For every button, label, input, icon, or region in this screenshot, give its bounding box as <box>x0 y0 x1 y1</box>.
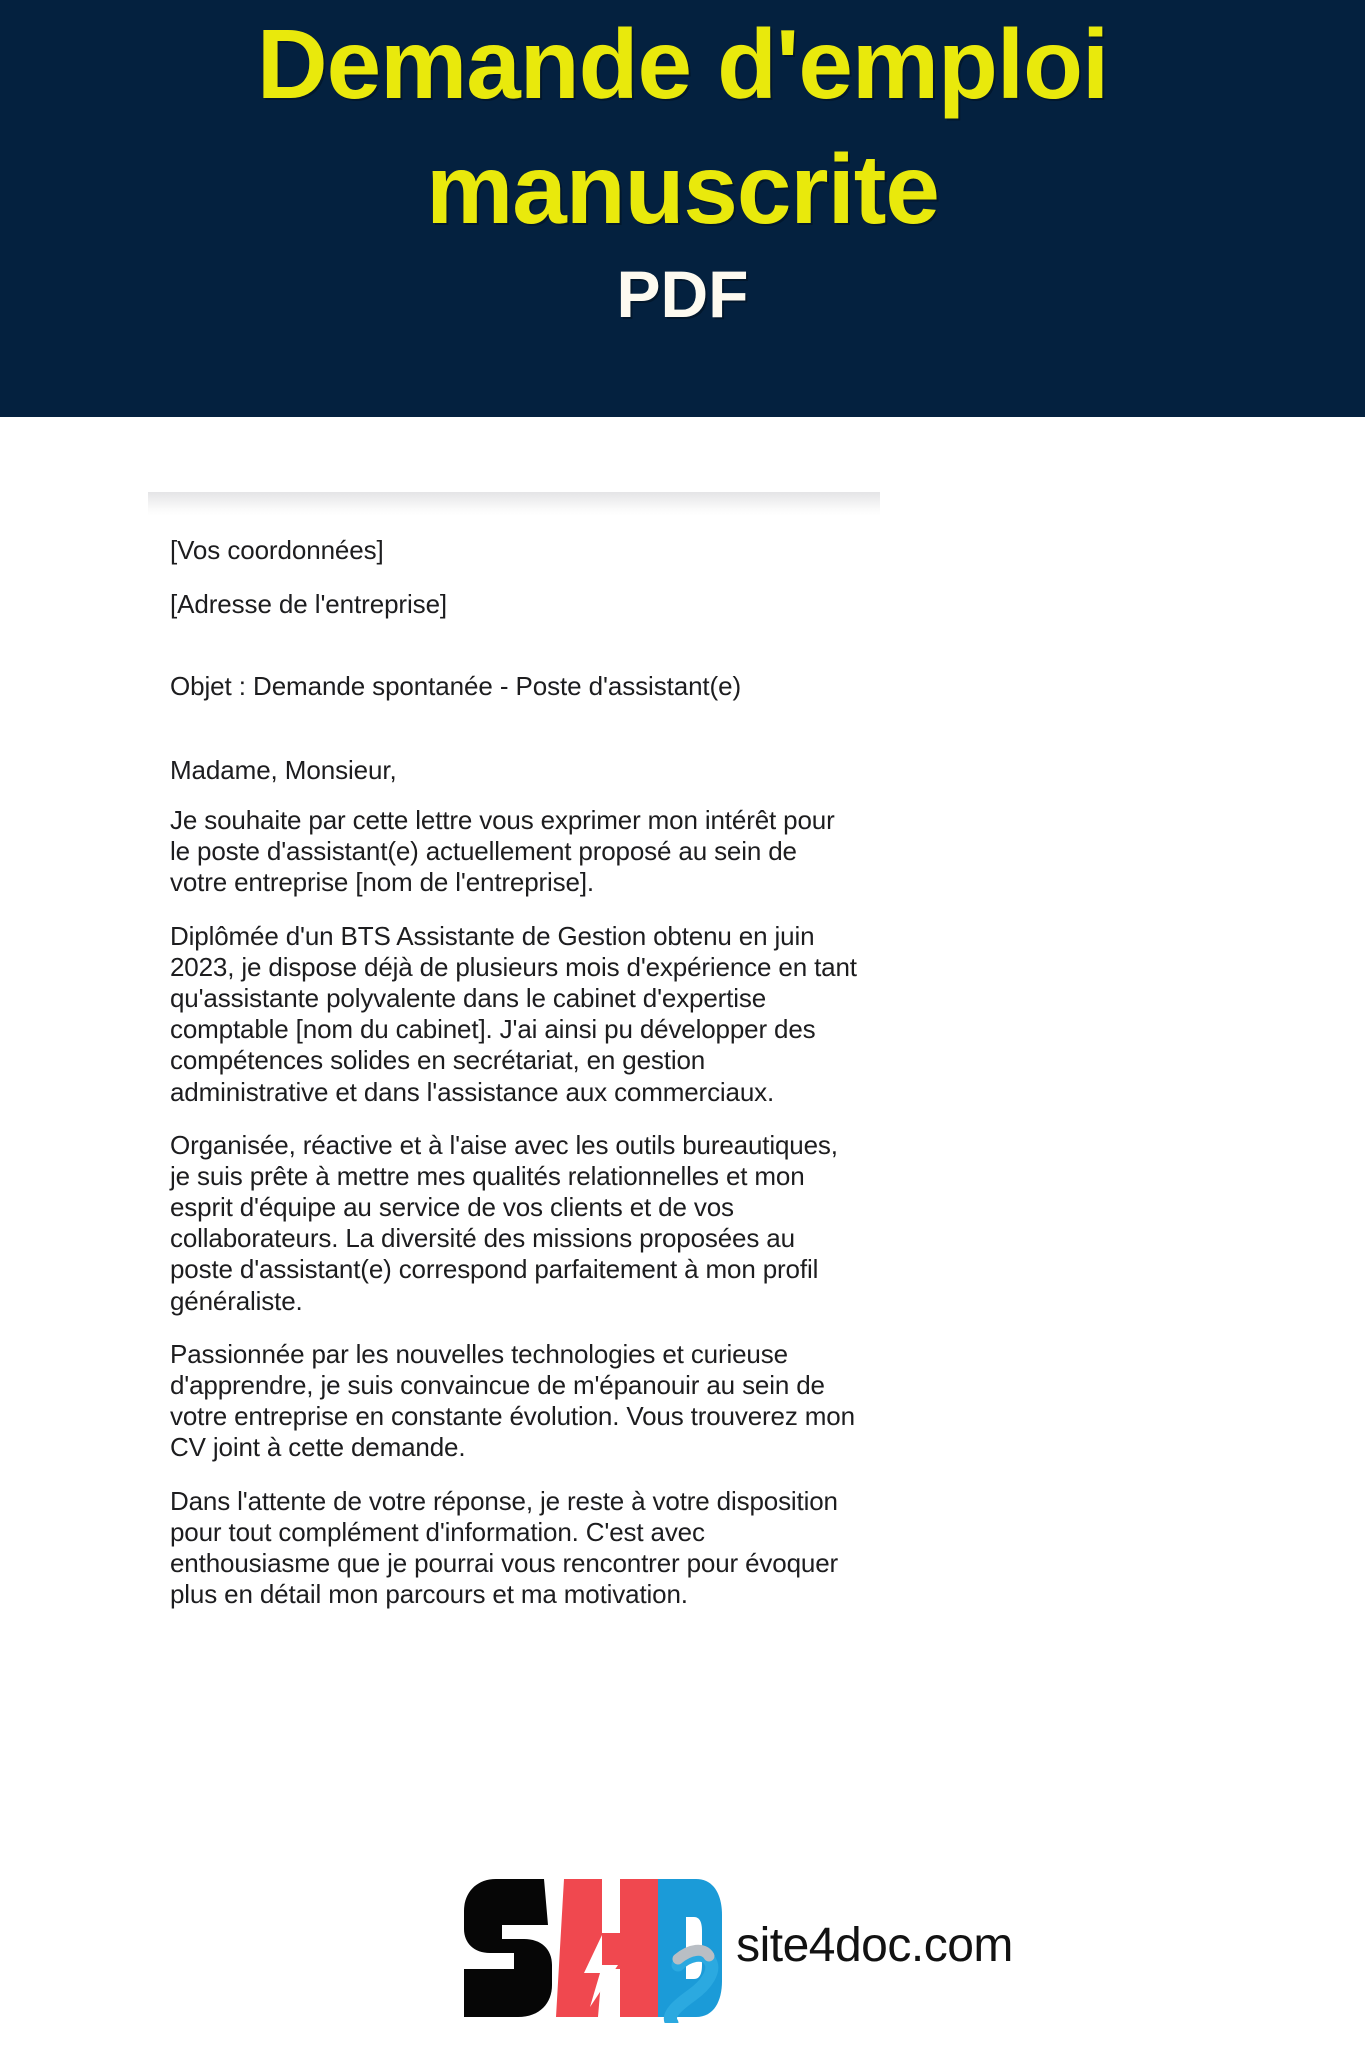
letter-body <box>148 537 880 1610</box>
site-name-label: site4doc.com <box>736 1919 1013 1972</box>
letter-paragraph-4: Passionnée par les nouvelles technologies et curieuse d'apprendre, je suis convaincue de m'épanouir au sein de votre entreprise en constante évolution. Vous trouverez mon CV joint à cette demande. <box>170 1338 855 1463</box>
page-subtitle: PDF <box>616 256 749 331</box>
letter-document-card <box>148 492 880 1610</box>
letter-paragraph-3: Organisée, réactive et à l'aise avec les outils bureautiques, je suis prête à mettre mes qualités relationnelles et mon esprit d'équipe au service de vos clients et de vos collaborateurs. La diversité des missions proposées au poste d'assistant(e) correspond parfaitement à mon profil généraliste. <box>170 1129 838 1316</box>
page-title: Demande d'emploi manuscrite <box>256 9 1109 245</box>
letter-paragraph-5: Dans l'attente de votre réponse, je reste à votre disposition pour tout complément d'information. C'est avec enthousiasme que je pourrai vous rencontrer pour évoquer plus en détail mon parcours et ma motivation. <box>170 1485 839 1610</box>
recipient-line-your-details: [Vos coordonnées] <box>170 535 384 565</box>
brand-logo-row <box>452 1873 1013 2023</box>
footer-branding <box>0 1848 1365 2048</box>
document-preview-area <box>0 417 1365 2048</box>
letter-paragraph-2: Diplômée d'un BTS Assistante de Gestion obtenu en juin 2023, je dispose déjà de plusieurs mois d'expérience en tant qu'assistante polyvalente dans le cabinet d'expertise comptable [nom du cabinet]. J'ai ainsi pu développer des compétences solides en secrétariat, en gestion administrative et dans l'assistance aux commerciaux. <box>170 920 857 1107</box>
recipient-line-company-address: [Adresse de l'entreprise] <box>170 589 448 619</box>
letter-subject: Objet : Demande spontanée - Poste d'assistant(e) <box>170 671 742 701</box>
page-header-banner <box>0 0 1365 417</box>
letter-paragraph-1: Je souhaite par cette lettre vous exprimer mon intérêt pour le poste d'assistant(e) actuellement proposé au sein de votre entreprise [nom de l'entreprise]. <box>170 805 835 898</box>
s4d-logo-icon <box>452 1873 722 2023</box>
letter-salutation: Madame, Monsieur, <box>170 755 397 785</box>
